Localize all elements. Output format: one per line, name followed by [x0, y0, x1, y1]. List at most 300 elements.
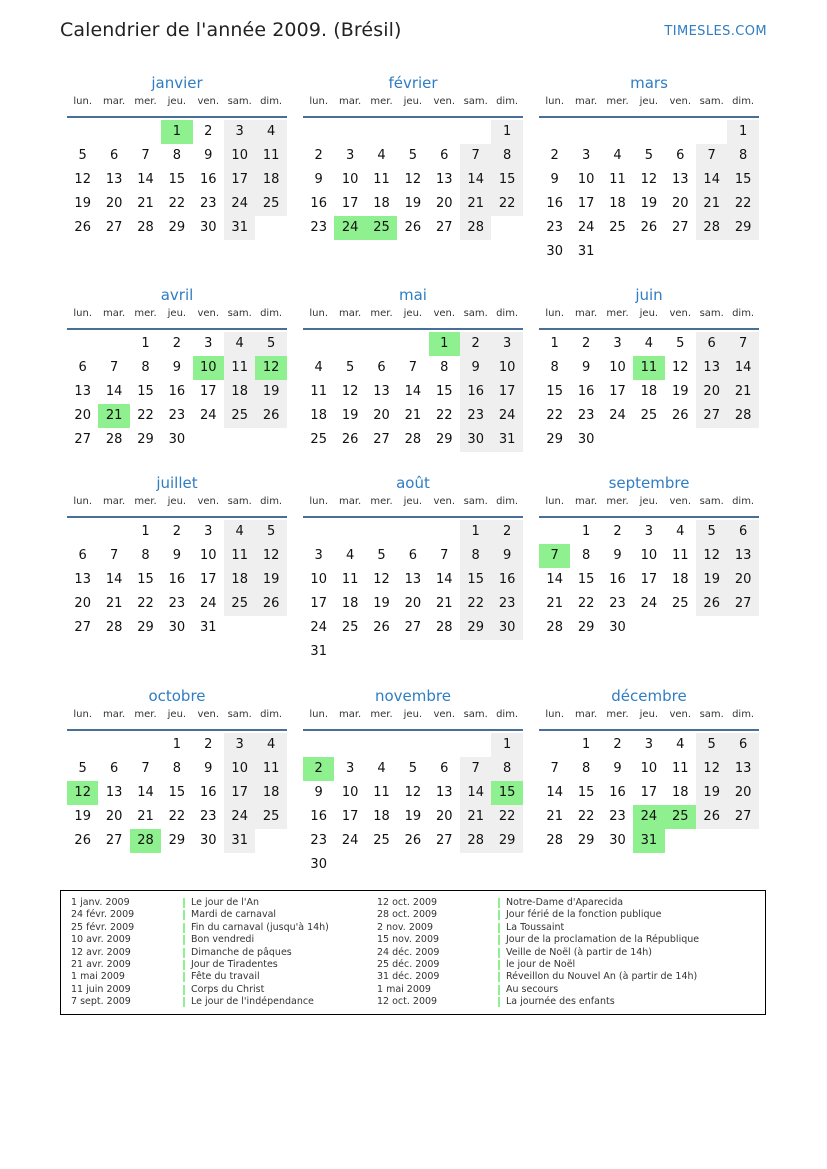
legend-marker [498, 910, 500, 920]
day-cell: 15 [137, 384, 154, 399]
weekday-label: mar. [574, 709, 598, 720]
day-cell: 17 [200, 572, 217, 587]
day-cell: 24 [310, 620, 327, 635]
day-cell: 28 [436, 620, 453, 635]
day-cell: 3 [224, 733, 255, 757]
day-cell: 17 [491, 380, 522, 404]
day-cell: 27 [105, 220, 123, 235]
legend-holiday-name: Jour de Tiradentes [191, 959, 278, 970]
day-cell: 18 [672, 785, 689, 800]
month-name: août [396, 474, 430, 492]
day-cell: 22 [168, 196, 186, 211]
day-cell: 17 [200, 384, 217, 399]
day-cell: 30 [200, 220, 217, 235]
day-cell: 20 [727, 781, 758, 805]
day-cell: 16 [546, 196, 563, 211]
day-cell: 16 [310, 196, 327, 211]
day-cell: 4 [613, 148, 622, 163]
day-cell: 23 [491, 592, 522, 616]
day-cell: 6 [78, 360, 87, 375]
day-cell: 3 [644, 737, 654, 752]
day-cell: 5 [696, 520, 727, 544]
day-cell: 9 [314, 785, 323, 800]
brand-link[interactable]: TIMESLES.COM [664, 24, 767, 39]
month-name: mars [630, 74, 668, 92]
day-cell: 24 [640, 596, 658, 611]
weekday-label: ven. [433, 496, 456, 507]
month-name: novembre [375, 687, 451, 705]
day-cell: 11 [255, 144, 286, 168]
day-cell: 21 [546, 596, 563, 611]
day-cell: 18 [373, 809, 390, 824]
legend-marker [183, 948, 185, 958]
day-cell: 26 [341, 432, 359, 447]
day-cell: 14 [436, 572, 453, 587]
day-cell: 11 [224, 356, 255, 380]
day-cell: 29 [460, 616, 491, 640]
day-cell: 2 [581, 336, 591, 351]
day-cell: 24 [491, 404, 522, 428]
weekday-label: sam. [699, 308, 724, 319]
holiday-day-cell: 12 [255, 356, 286, 380]
day-cell: 31 [310, 644, 327, 659]
day-cell: 22 [546, 408, 563, 423]
weekday-label: dim. [732, 96, 755, 107]
weekday-label: dim. [496, 308, 519, 319]
legend-date: 28 oct. 2009 [377, 909, 438, 921]
legend-holiday-name: Corps du Christ [191, 983, 265, 995]
day-cell: 3 [204, 336, 213, 351]
day-cell: 1 [141, 336, 150, 351]
weekday-label: ven. [197, 308, 220, 319]
day-cell: 5 [78, 148, 87, 163]
weekday-label: mer. [606, 496, 629, 507]
day-cell: 1 [491, 733, 522, 757]
day-cell: 29 [577, 620, 595, 635]
weekday-label: mar. [574, 496, 598, 507]
day-cell: 11 [672, 548, 689, 563]
day-cell: 18 [672, 572, 689, 587]
day-cell: 16 [609, 785, 626, 800]
day-cell: 25 [224, 404, 255, 428]
month-10 [303, 685, 523, 872]
day-cell: 14 [137, 785, 154, 800]
weekday-label: ven. [433, 709, 456, 720]
legend-date: 24 févr. 2009 [71, 909, 135, 921]
day-cell: 9 [581, 360, 591, 375]
day-cell: 20 [436, 809, 453, 824]
holiday-day-cell: 25 [366, 216, 397, 240]
day-cell: 28 [727, 404, 758, 428]
day-cell: 31 [491, 428, 522, 452]
day-cell: 13 [672, 172, 689, 187]
day-cell: 1 [172, 737, 182, 752]
day-cell: 5 [255, 520, 286, 544]
day-cell: 13 [105, 785, 123, 800]
day-cell: 30 [168, 620, 186, 635]
day-cell: 23 [546, 220, 563, 235]
day-cell: 29 [546, 432, 563, 447]
day-cell: 27 [74, 620, 91, 635]
weekday-label: dim. [732, 709, 755, 720]
day-cell: 22 [577, 596, 595, 611]
legend-marker [183, 997, 185, 1007]
legend-date: 24 déc. 2009 [377, 946, 440, 958]
day-cell: 7 [460, 757, 491, 781]
day-cell: 8 [172, 148, 182, 163]
day-cell: 21 [137, 809, 154, 824]
legend-holiday-name: Au secours [506, 983, 559, 995]
day-cell: 10 [341, 172, 359, 187]
day-cell: 20 [74, 596, 91, 611]
day-cell: 22 [436, 408, 453, 423]
legend-marker [498, 972, 500, 982]
legend-holiday-name: Fin du carnaval (jusqu'à 14h) [191, 921, 329, 933]
month-name: décembre [611, 687, 687, 705]
day-cell: 27 [696, 404, 727, 428]
day-cell: 11 [373, 172, 390, 187]
day-cell: 14 [105, 572, 123, 587]
day-cell: 10 [609, 360, 626, 375]
day-cell: 11 [224, 544, 255, 568]
weekday-label: dim. [732, 308, 755, 319]
day-cell: 7 [460, 144, 491, 168]
day-cell: 3 [644, 524, 654, 539]
day-cell: 2 [550, 148, 559, 163]
day-cell: 1 [460, 520, 491, 544]
day-cell: 20 [105, 809, 123, 824]
day-cell: 29 [137, 620, 154, 635]
day-cell: 10 [577, 172, 595, 187]
month-0 [67, 72, 287, 235]
day-cell: 15 [460, 568, 491, 592]
legend-date: 25 févr. 2009 [71, 921, 135, 933]
month-rule [67, 516, 287, 518]
day-cell: 27 [105, 833, 123, 848]
holiday-day-cell: 2 [303, 757, 334, 781]
day-cell: 27 [436, 833, 453, 848]
day-cell: 23 [200, 809, 217, 824]
day-cell: 20 [727, 568, 758, 592]
day-cell: 16 [310, 809, 327, 824]
day-cell: 12 [341, 384, 359, 399]
legend-date: 1 mai 2009 [71, 971, 125, 983]
day-cell: 19 [74, 196, 91, 211]
holiday-day-cell: 24 [633, 805, 664, 829]
day-cell: 12 [672, 360, 689, 375]
holiday-day-cell: 15 [491, 781, 522, 805]
day-cell: 30 [168, 432, 186, 447]
day-cell: 27 [74, 432, 91, 447]
day-cell: 12 [255, 544, 286, 568]
day-cell: 12 [74, 172, 91, 187]
day-cell: 5 [676, 336, 685, 351]
day-cell: 17 [609, 384, 626, 399]
legend-marker [498, 985, 500, 995]
day-cell: 31 [224, 829, 255, 853]
day-cell: 31 [224, 216, 255, 240]
day-cell: 12 [696, 544, 727, 568]
weekday-label: mar. [102, 308, 126, 319]
day-cell: 9 [613, 548, 622, 563]
page-title: Calendrier de l'année 2009. (Brésil) [60, 19, 402, 41]
day-cell: 23 [577, 408, 595, 423]
weekday-label: ven. [669, 496, 692, 507]
day-cell: 26 [696, 805, 727, 829]
day-cell: 2 [491, 520, 522, 544]
day-cell: 12 [696, 757, 727, 781]
day-cell: 22 [168, 809, 186, 824]
holiday-day-cell: 31 [633, 829, 664, 853]
day-cell: 14 [460, 168, 491, 192]
day-cell: 7 [109, 360, 119, 375]
day-cell: 2 [204, 737, 213, 752]
day-cell: 30 [609, 833, 626, 848]
day-cell: 18 [224, 568, 255, 592]
day-cell: 18 [255, 781, 286, 805]
holiday-day-cell: 1 [429, 332, 460, 356]
day-cell: 25 [310, 432, 327, 447]
day-cell: 12 [373, 572, 390, 587]
weekday-label: jeu. [639, 709, 659, 720]
day-cell: 23 [609, 809, 626, 824]
day-cell: 2 [172, 524, 182, 539]
month-name: juillet [156, 474, 198, 492]
day-cell: 10 [640, 761, 658, 776]
day-cell: 22 [727, 192, 758, 216]
day-cell: 29 [727, 216, 758, 240]
day-cell: 24 [341, 833, 359, 848]
holiday-day-cell: 11 [633, 356, 664, 380]
legend-holiday-name: Le jour de l'indépendance [191, 996, 314, 1008]
legend-date: 15 nov. 2009 [377, 934, 440, 946]
month-name: janvier [151, 74, 203, 92]
weekday-label: mer. [606, 709, 629, 720]
day-cell: 22 [577, 809, 595, 824]
month-rule [67, 116, 287, 118]
day-cell: 24 [224, 805, 255, 829]
day-cell: 22 [491, 805, 522, 829]
weekday-label: mer. [134, 709, 157, 720]
day-cell: 18 [609, 196, 626, 211]
day-cell: 8 [460, 544, 491, 568]
legend-holiday-name: Jour de la proclamation de la République [506, 934, 700, 946]
day-cell: 7 [141, 761, 150, 776]
day-cell: 13 [404, 572, 422, 587]
day-cell: 19 [74, 809, 91, 824]
day-cell: 4 [676, 524, 685, 539]
day-cell: 31 [200, 620, 217, 635]
day-cell: 30 [491, 616, 522, 640]
weekday-label: dim. [496, 496, 519, 507]
day-cell: 10 [224, 757, 255, 781]
weekday-label: sam. [227, 96, 252, 107]
day-cell: 14 [727, 356, 758, 380]
weekday-label: dim. [496, 96, 519, 107]
month-rule [303, 328, 523, 330]
day-cell: 10 [200, 548, 217, 563]
day-cell: 2 [314, 148, 323, 163]
day-cell: 12 [404, 785, 422, 800]
weekday-label: sam. [227, 308, 252, 319]
weekday-label: sam. [699, 709, 724, 720]
day-cell: 15 [436, 384, 453, 399]
day-cell: 9 [204, 148, 213, 163]
day-cell: 21 [460, 192, 491, 216]
day-cell: 25 [224, 592, 255, 616]
day-cell: 25 [255, 192, 286, 216]
day-cell: 8 [491, 757, 522, 781]
day-cell: 7 [550, 761, 559, 776]
month-7 [303, 472, 523, 659]
month-rule [539, 328, 759, 330]
day-cell: 4 [644, 336, 654, 351]
day-cell: 3 [345, 148, 355, 163]
legend-holiday-name: Mardi de carnaval [191, 909, 277, 921]
weekday-label: mer. [134, 496, 157, 507]
day-cell: 28 [105, 620, 123, 635]
day-cell: 27 [404, 620, 422, 635]
day-cell: 5 [644, 148, 654, 163]
month-1 [303, 72, 523, 235]
legend-marker [183, 960, 185, 970]
day-cell: 17 [640, 572, 658, 587]
day-cell: 6 [109, 148, 119, 163]
day-cell: 20 [672, 196, 689, 211]
weekday-label: mer. [134, 96, 157, 107]
weekday-label: dim. [260, 96, 283, 107]
weekday-label: jeu. [639, 496, 659, 507]
day-cell: 8 [727, 144, 758, 168]
day-cell: 27 [373, 432, 390, 447]
day-cell: 16 [460, 380, 491, 404]
day-cell: 30 [546, 244, 563, 259]
day-cell: 20 [404, 596, 422, 611]
day-cell: 11 [373, 785, 390, 800]
day-cell: 15 [491, 168, 522, 192]
day-cell: 4 [255, 733, 286, 757]
month-rule [539, 516, 759, 518]
legend-date: 31 déc. 2009 [377, 971, 440, 983]
holiday-day-cell: 25 [665, 805, 696, 829]
day-cell: 9 [172, 548, 182, 563]
month-rule [303, 729, 523, 731]
day-cell: 2 [613, 737, 622, 752]
day-cell: 15 [727, 168, 758, 192]
month-6 [67, 472, 287, 635]
day-cell: 22 [137, 596, 154, 611]
day-cell: 3 [581, 148, 591, 163]
day-cell: 19 [373, 596, 390, 611]
legend-marker [183, 923, 185, 933]
legend-date: 1 mai 2009 [377, 983, 431, 995]
day-cell: 9 [491, 544, 522, 568]
day-cell: 25 [640, 408, 658, 423]
weekday-label: mer. [370, 709, 393, 720]
weekday-label: ven. [197, 496, 220, 507]
day-cell: 15 [168, 785, 186, 800]
weekday-label: mer. [606, 308, 629, 319]
day-cell: 23 [609, 596, 626, 611]
legend-holiday-name: La Toussaint [506, 921, 565, 933]
day-cell: 9 [204, 761, 213, 776]
day-cell: 1 [491, 120, 522, 144]
day-cell: 22 [137, 408, 154, 423]
weekday-label: ven. [669, 96, 692, 107]
day-cell: 29 [436, 432, 453, 447]
day-cell: 1 [727, 120, 758, 144]
day-cell: 25 [255, 805, 286, 829]
weekday-label: mer. [370, 496, 393, 507]
weekday-label: sam. [463, 308, 488, 319]
day-cell: 26 [672, 408, 689, 423]
day-cell: 26 [640, 220, 658, 235]
day-cell: 4 [314, 360, 323, 375]
day-cell: 27 [727, 592, 758, 616]
weekday-label: mer. [134, 308, 157, 319]
legend-date: 12 oct. 2009 [377, 996, 438, 1008]
day-cell: 28 [137, 220, 154, 235]
day-cell: 25 [373, 833, 390, 848]
day-cell: 2 [204, 124, 213, 139]
legend-date: 25 déc. 2009 [377, 959, 440, 970]
month-9 [67, 685, 287, 848]
day-cell: 30 [310, 857, 327, 872]
day-cell: 16 [491, 568, 522, 592]
day-cell: 8 [141, 360, 150, 375]
day-cell: 10 [341, 785, 359, 800]
day-cell: 21 [546, 809, 563, 824]
day-cell: 31 [577, 244, 595, 259]
day-cell: 8 [440, 360, 449, 375]
day-cell: 3 [345, 761, 355, 776]
weekday-label: mar. [574, 308, 598, 319]
day-cell: 1 [141, 524, 150, 539]
day-cell: 13 [373, 384, 390, 399]
weekday-label: dim. [260, 709, 283, 720]
legend-marker [498, 948, 500, 958]
weekday-label: ven. [197, 96, 220, 107]
weekday-label: jeu. [167, 496, 187, 507]
day-cell: 11 [609, 172, 626, 187]
weekday-label: lun. [309, 308, 329, 319]
day-cell: 28 [696, 216, 727, 240]
weekday-label: ven. [197, 709, 220, 720]
day-cell: 13 [74, 384, 91, 399]
month-11 [539, 685, 759, 848]
weekday-label: dim. [496, 709, 519, 720]
day-cell: 19 [255, 380, 286, 404]
weekday-label: jeu. [639, 96, 659, 107]
day-cell: 9 [172, 360, 182, 375]
day-cell: 8 [491, 144, 522, 168]
legend-holiday-name: le jour de Noël [506, 959, 576, 970]
weekday-label: ven. [433, 96, 456, 107]
day-cell: 17 [224, 168, 255, 192]
day-cell: 30 [609, 620, 626, 635]
day-cell: 26 [404, 833, 422, 848]
day-cell: 6 [696, 332, 727, 356]
day-cell: 23 [168, 596, 186, 611]
day-cell: 29 [491, 829, 522, 853]
legend-date: 12 avr. 2009 [71, 946, 131, 958]
day-cell: 16 [200, 172, 217, 187]
legend-marker [183, 985, 185, 995]
legend-marker [183, 898, 185, 908]
day-cell: 9 [613, 761, 622, 776]
day-cell: 4 [224, 332, 255, 356]
day-cell: 21 [460, 805, 491, 829]
